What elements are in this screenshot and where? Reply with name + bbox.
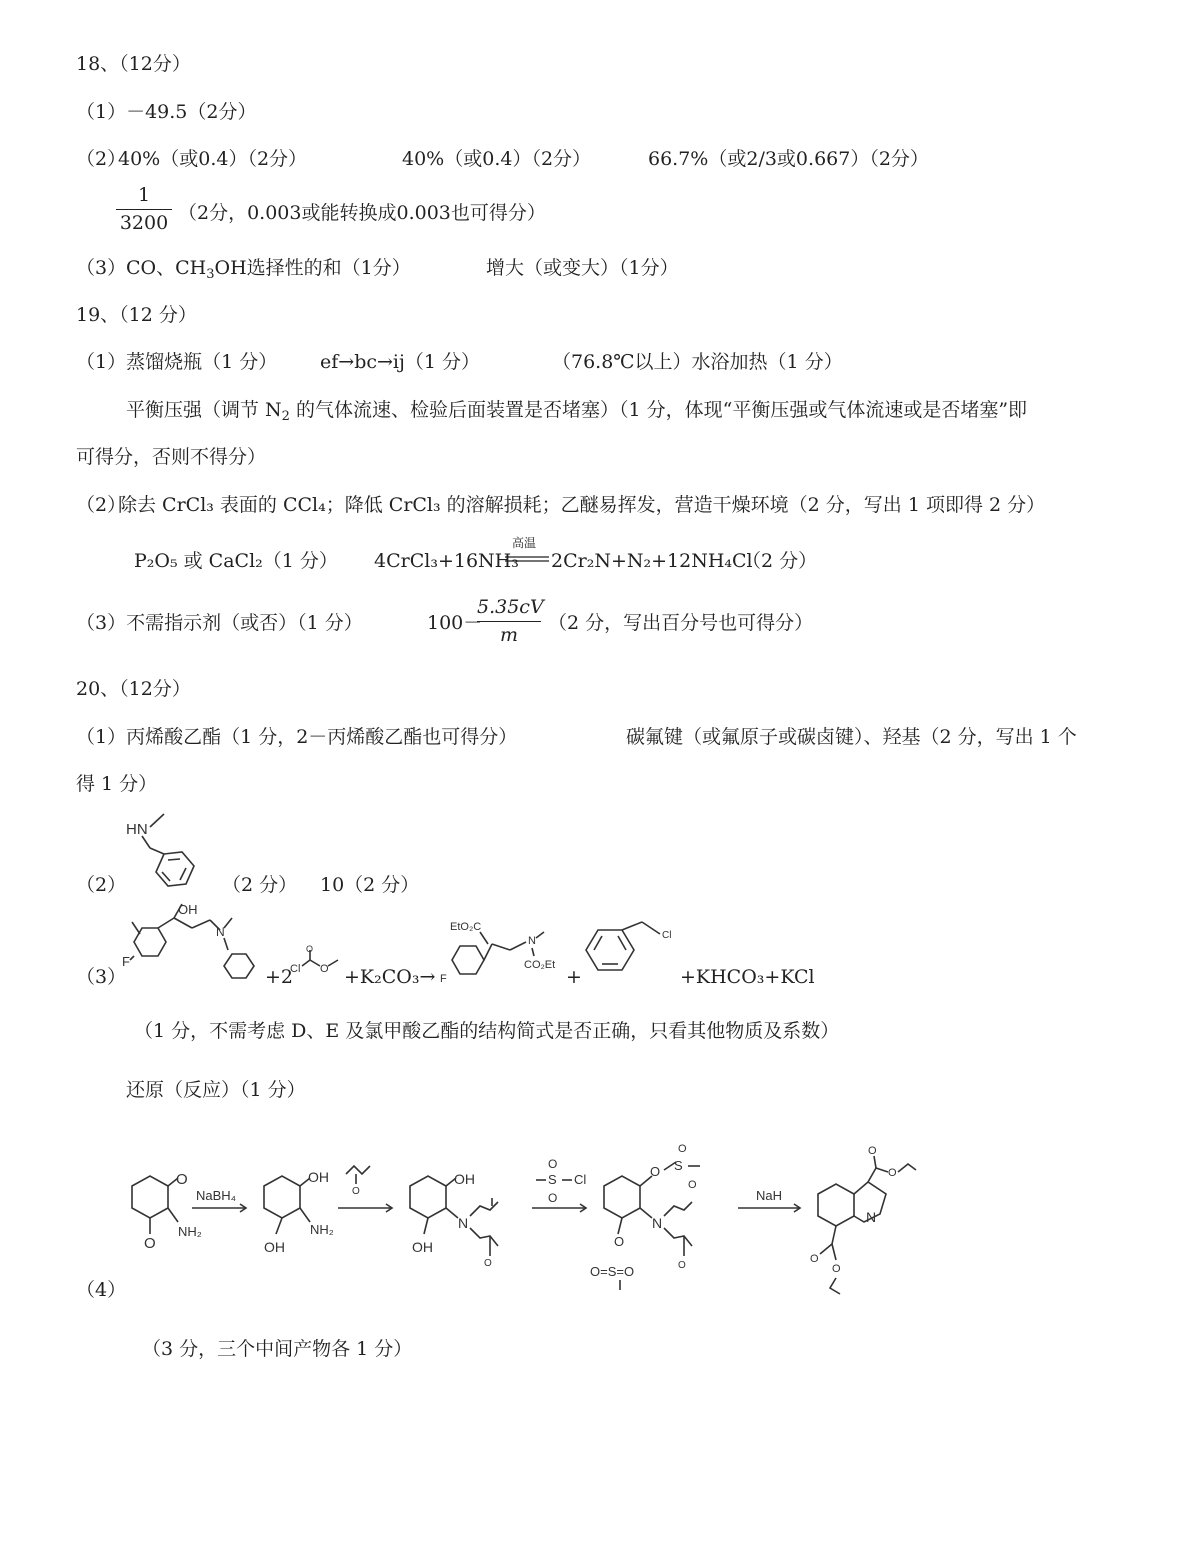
fraction-bar [477, 621, 541, 622]
intermediate-bis-mesylate-structure [590, 1143, 700, 1290]
q20-part4-label: （4） [76, 1279, 127, 1301]
reactant-amino-alcohol-structure [120, 898, 280, 988]
svg-text:Cl: Cl [662, 930, 672, 941]
benzyl-chloride-structure [580, 920, 690, 984]
svg-text:O: O [614, 1234, 625, 1249]
q19-fraction-num: 5.35cV [477, 596, 544, 618]
product-tricyclic-diester-structure [810, 1145, 916, 1294]
svg-text:OH: OH [264, 1239, 285, 1255]
q20-plus: + [566, 966, 582, 988]
svg-text:CO₂Et: CO₂Et [524, 959, 556, 971]
svg-text:O: O [868, 1145, 877, 1157]
q18-part2-a: 40%（或0.4）（2分） [118, 148, 308, 170]
q20-tail: +KHCO₃+KCl [680, 966, 815, 988]
svg-text:O=S=O: O=S=O [590, 1264, 635, 1279]
q20-part2-b: 10（2 分） [320, 874, 420, 896]
svg-text:O: O [144, 1235, 156, 1252]
q20-part3-label: （3） [76, 966, 127, 988]
q18-fraction-note: （2分，0.003或能转换成0.003也可得分） [178, 202, 546, 224]
reagent-nabh4: NaBH₄ [196, 1188, 236, 1203]
q19-part2-label: （2） [76, 494, 127, 516]
hn-label: HN [126, 821, 148, 838]
equation-double-line [505, 556, 549, 564]
intermediate-michael-adduct-structure [410, 1171, 498, 1269]
svg-text:OH: OH [454, 1171, 475, 1187]
q19-fraction-den: m [499, 624, 519, 646]
svg-text:O: O [320, 963, 329, 975]
svg-text:O: O [688, 1179, 697, 1191]
q19-part1-e: 可得分，否则不得分） [76, 446, 267, 468]
q20-k2co3: +K₂CO₃→ [344, 966, 436, 988]
intermediate-diol-structure [264, 1169, 334, 1255]
q18-fraction [116, 186, 172, 233]
svg-text:O: O [678, 1260, 686, 1271]
q18-part2-c: 66.7%（或2/3或0.667）（2分） [648, 148, 929, 170]
svg-text:O: O [888, 1167, 897, 1179]
q18-part2-label: （2） [76, 148, 127, 170]
svg-text:NH₂: NH₂ [310, 1222, 334, 1237]
q19-part3-note: （2 分，写出百分号也可得分） [548, 612, 814, 634]
ethyl-chloroformate-structure [290, 946, 346, 982]
svg-text:O: O [352, 1186, 360, 1197]
svg-text:N: N [652, 1215, 663, 1231]
q20-part4-note: （3 分，三个中间产物各 1 分） [142, 1338, 413, 1360]
q19-equation-condition: 高温 [512, 536, 537, 550]
q19-equation-right: 2Cr₂N+N₂+12NH₄Cl [551, 550, 753, 572]
q19-header: 19、（12 分） [76, 304, 197, 326]
q19-fraction [477, 596, 544, 646]
svg-text:O: O [176, 1171, 188, 1188]
svg-text:N: N [458, 1215, 469, 1231]
q19-part1-b: ef→bc→ij（1 分） [320, 351, 481, 373]
q18-fraction-den: 3200 [119, 212, 169, 234]
q19-equation-score: （2 分） [742, 550, 818, 572]
q20-part2-label: （2） [76, 874, 127, 896]
svg-text:O: O [810, 1253, 819, 1265]
reagent-mscl-s: S [548, 1172, 557, 1187]
svg-text:O: O [548, 1157, 558, 1171]
q20-part1-c: 得 1 分） [76, 773, 158, 795]
q20-part1-b: 碳氟键（或氟原子或碳卤键）、羟基（2 分，写出 1 个 [626, 726, 1077, 748]
svg-text:O: O [548, 1191, 558, 1205]
svg-text:N: N [216, 925, 225, 939]
svg-text:O: O [306, 944, 314, 954]
q18-header: 18、（12分） [76, 53, 191, 75]
q19-part2-a: 除去 CrCl₃ 表面的 CCl₄；降低 CrCl₃ 的溶解损耗；乙醚易挥发，营造干燥环境（2 分，写出 1 项即得 2 分） [118, 494, 1046, 516]
reagent-mscl-cl: Cl [574, 1172, 587, 1187]
svg-text:NH₂: NH₂ [178, 1224, 202, 1239]
svg-text:OH: OH [412, 1239, 433, 1255]
q20-part3-note: （1 分，不需考虑 D、E 及氯甲酸乙酯的结构简式是否正确，只看其他物质及系数） [134, 1020, 840, 1042]
n-methylbenzylamine-structure [120, 812, 220, 896]
svg-text:O: O [678, 1143, 687, 1155]
starting-material-structure [132, 1171, 202, 1252]
svg-text:O: O [832, 1263, 841, 1275]
product-carbonate-carbamate-structure [440, 916, 570, 988]
q19-part3-a: （3）不需指示剂（或否）（1 分） [76, 612, 363, 634]
svg-text:O: O [650, 1164, 661, 1179]
q19-equation-left: 4CrCl₃+16NH₃ [374, 550, 519, 572]
q19-part1-d: 平衡压强（调节 $N_2$ 的气体流速、检验后面装置是否堵塞）（1 分，体现“平衡压强或气体流速或是否堵塞”即 [126, 399, 1028, 424]
q19-part1-c: （76.8℃以上）水浴加热（1 分） [552, 351, 843, 373]
q18-fraction-num: 1 [137, 184, 151, 206]
q18-part3-b: 增大（或变大）（1分） [486, 257, 679, 279]
q20-header: 20、（12分） [76, 678, 191, 700]
fraction-bar [116, 209, 172, 210]
svg-text:EtO₂C: EtO₂C [450, 921, 482, 933]
svg-text:F: F [122, 954, 130, 969]
q20-part1-a: （1）丙烯酸乙酯（1 分，2－丙烯酸乙酯也可得分） [76, 726, 518, 748]
svg-text:S: S [674, 1158, 683, 1173]
svg-text:OH: OH [308, 1169, 329, 1185]
q19-part3-b-prefix: 100－ [427, 612, 483, 634]
q19-part2-b: P₂O₅ 或 CaCl₂（1 分） [134, 550, 338, 572]
svg-text:N: N [528, 935, 536, 947]
q19-part1-a: （1）蒸馏烧瓶（1 分） [76, 351, 278, 373]
synthesis-scheme [120, 1140, 940, 1300]
q20-part2-score: （2 分） [222, 874, 298, 896]
svg-text:F: F [440, 973, 447, 985]
svg-text:OH: OH [178, 902, 198, 917]
q18-part3-label: （3） [76, 257, 127, 279]
svg-text:N: N [866, 1209, 877, 1225]
q20-plus-2: +2 [265, 966, 294, 988]
svg-text:Cl: Cl [290, 963, 301, 975]
q20-part3-reduce: 还原（反应）（1 分） [126, 1079, 306, 1101]
reagent-nah: NaH [756, 1188, 783, 1203]
q18-part1: （1）－49.5（2分） [76, 101, 257, 123]
q18-part3-a: CO、$CH_3OH$选择性的和（1分） [126, 257, 411, 282]
q18-part2-b: 40%（或0.4）（2分） [402, 148, 592, 170]
svg-text:O: O [484, 1258, 492, 1269]
